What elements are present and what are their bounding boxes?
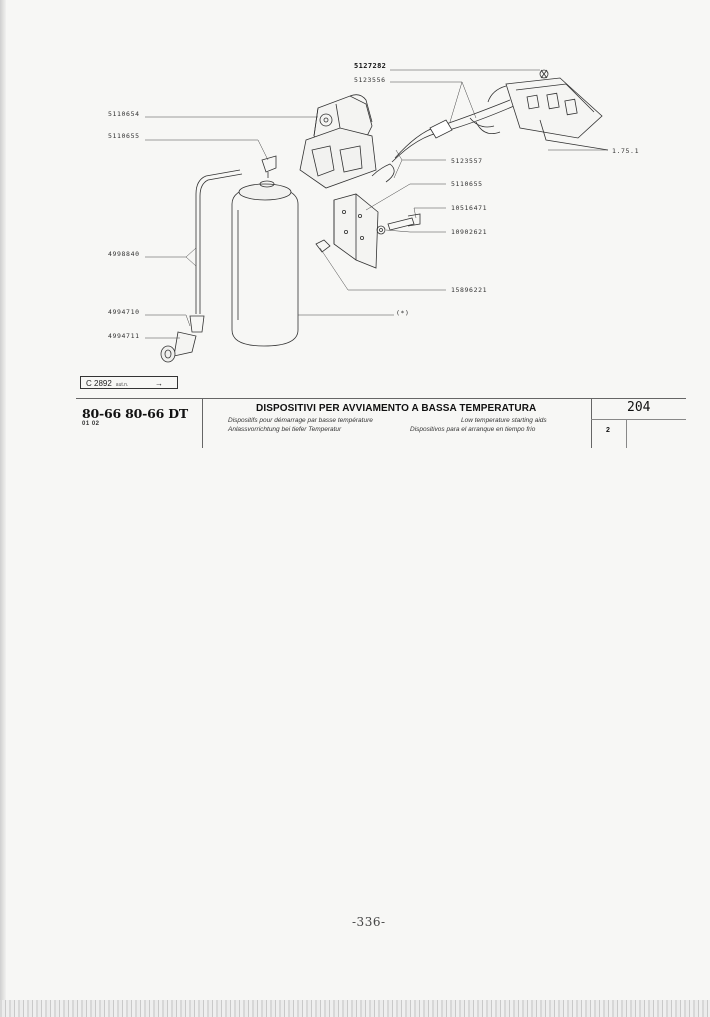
- scan-edge-bottom: [0, 1000, 710, 1017]
- callout-4994711: 4994711: [108, 332, 140, 340]
- callout-10516471: 10516471: [451, 204, 488, 212]
- subtitle-french: Dispositifs pour démarrage par basse température: [228, 417, 373, 424]
- subtitle-english: Low temperature starting aids: [461, 417, 547, 424]
- callout-10902621: 10902621: [451, 228, 488, 236]
- figure-reference: [80, 376, 178, 389]
- callout-5123557: 5123557: [451, 157, 483, 165]
- divider: [591, 419, 686, 420]
- table-number: 204: [627, 400, 651, 415]
- divider: [591, 398, 592, 448]
- divider: [626, 419, 627, 448]
- wiring-harness: [372, 86, 514, 182]
- divider: [76, 398, 686, 399]
- heater-plug-assembly: [506, 70, 608, 150]
- subtitle-german: Anlassvorrichtung bei tiefer Temperatur: [228, 426, 342, 433]
- subtitle-spanish: Dispositivos para el arranque en tiempo frio: [410, 426, 536, 433]
- model-code: 01 02: [82, 421, 100, 427]
- page-number: -336-: [352, 915, 386, 929]
- table-part: 2: [606, 427, 610, 434]
- callout-5110654: 5110654: [108, 110, 140, 118]
- title-block: [76, 395, 686, 451]
- callout-1-75-1: 1.75.1: [612, 147, 640, 155]
- solenoid-valve: [300, 95, 376, 188]
- parts-diagram: [0, 0, 710, 400]
- callout-5127282: 5127282: [354, 62, 387, 70]
- figure-code: C 2892: [86, 379, 112, 388]
- callout-5123556: 5123556: [354, 76, 386, 84]
- callout-5110655-b: 5110655: [451, 180, 483, 188]
- callout-15896221: 15896221: [451, 286, 488, 294]
- callout-4994710: 4994710: [108, 308, 140, 316]
- figure-suffix: aut.n.: [115, 382, 129, 388]
- section-title: DISPOSITIVI PER AVVIAMENTO A BASSA TEMPERATURA: [256, 403, 537, 414]
- callout-star: (*): [396, 309, 410, 317]
- callout-4998840: 4998840: [108, 250, 140, 258]
- starting-fluid-canister: [232, 181, 298, 346]
- callout-5110655-a: 5110655: [108, 132, 140, 140]
- arrow-right-icon: →: [155, 379, 163, 388]
- model-name: 80-66 80-66 DT: [82, 406, 189, 421]
- mounting-bracket: [334, 194, 378, 268]
- divider: [202, 398, 203, 448]
